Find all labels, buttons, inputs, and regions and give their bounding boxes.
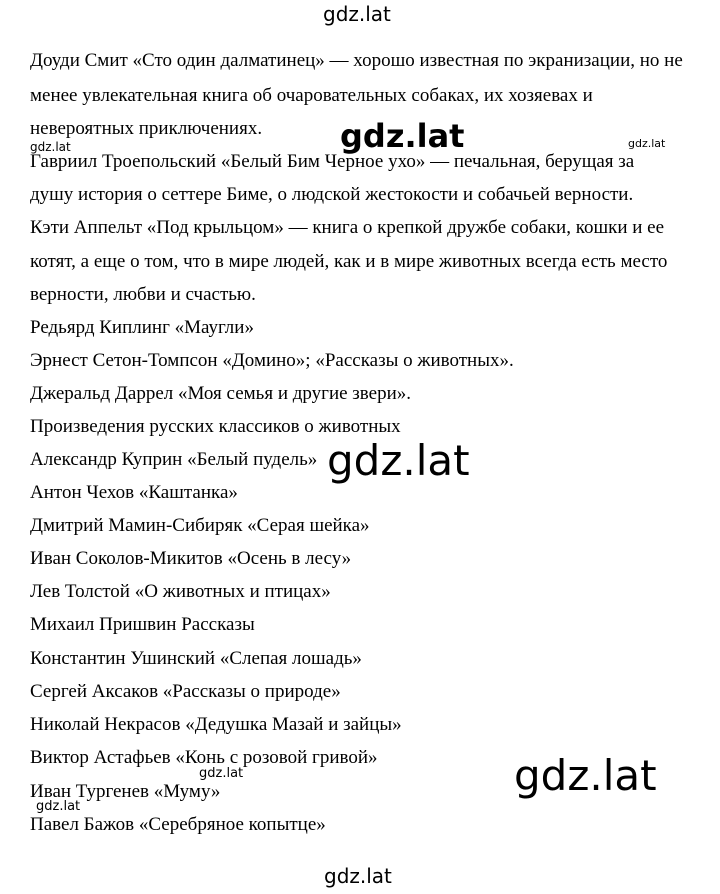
watermark-bottom: gdz.lat [324,864,392,888]
text-line: верности, любви и счастью. [30,284,256,305]
list-item: Редьярд Киплинг «Маугли» [30,317,254,338]
text-line: Доуди Смит «Сто один далматинец» — хорошо известная по экранизации, но не [30,50,683,71]
watermark-small: gdz.lat [30,140,71,154]
list-item: Джеральд Даррел «Моя семья и другие звери». [30,383,412,404]
list-item: Иван Соколов-Микитов «Осень в лесу» [30,548,352,569]
watermark: gdz.lat [340,117,465,155]
list-item: Александр Куприн «Белый пудель» [30,449,318,470]
list-item: Павел Бажов «Серебряное копытце» [30,814,326,835]
watermark-small: gdz.lat [199,766,244,781]
list-item: Константин Ушинский «Слепая лошадь» [30,648,362,669]
watermark-small: gdz.lat [36,799,81,814]
list-item: Николай Некрасов «Дедушка Мазай и зайцы» [30,714,402,735]
watermark-top: gdz.lat [323,2,391,26]
text-line: Гавриил Троепольский «Белый Бим Черное ухо» — печальная, берущая за [30,151,635,172]
list-item: Иван Тургенев «Муму» [30,781,221,802]
list-item: Виктор Астафьев «Конь с розовой гривой» [30,747,378,768]
list-item: Антон Чехов «Каштанка» [30,482,238,503]
list-item: Сергей Аксаков «Рассказы о природе» [30,681,341,702]
list-item: Михаил Пришвин Рассказы [30,614,255,635]
text-line: котят, а еще о том, что в мире людей, как и в мире животных всегда есть место [30,251,668,272]
list-item: Лев Толстой «О животных и птицах» [30,581,331,602]
watermark-small: gdz.lat [628,137,666,150]
text-line: Кэти Аппельт «Под крыльцом» — книга о крепкой дружбе собаки, кошки и ее [30,217,665,238]
text-line: менее увлекательная книга об очаровательных собаках, их хозяевах и [30,85,593,106]
list-item: Дмитрий Мамин-Сибиряк «Серая шейка» [30,515,370,536]
text-line: невероятных приключениях. [30,118,263,139]
watermark-large: gdz.lat [514,751,657,800]
list-item: Произведения русских классиков о животных [30,416,401,437]
watermark-large: gdz.lat [327,436,470,485]
list-item: Эрнест Сетон-Томпсон «Домино»; «Рассказы о животных». [30,350,514,371]
text-line: душу история о сеттере Биме, о людской жестокости и собачьей верности. [30,184,634,205]
